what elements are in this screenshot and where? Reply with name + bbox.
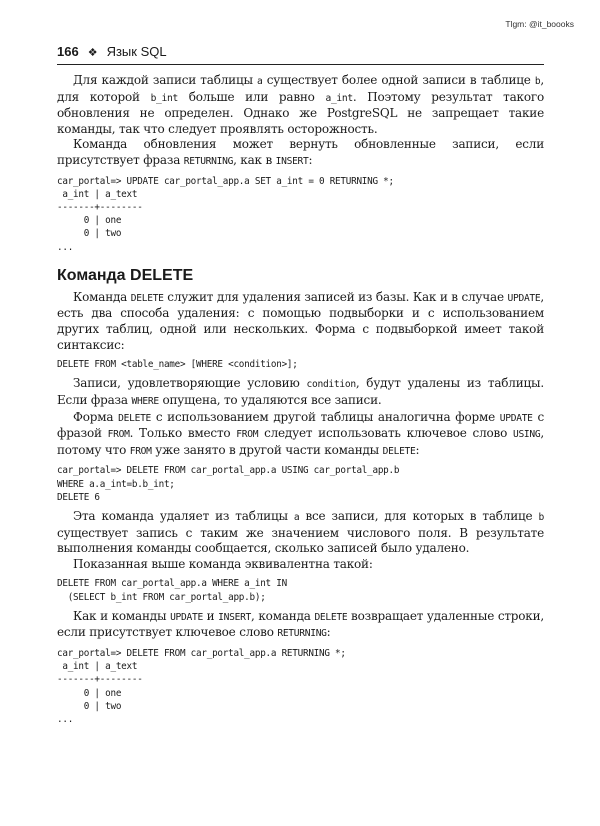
code-block: DELETE FROM car_portal_app.a WHERE a_int IN (SELECT b_int FROM car_portal_app.b);: [57, 578, 287, 603]
paragraph: Эта команда удаляет из таблицы a все записи, для которых в таблице b существует запись с таким же значением числового поля. В результате выполнения команды сообщается, сколько записей было удалено.: [57, 508, 544, 556]
watermark: Tlgm: @it_boooks: [505, 19, 574, 29]
paragraph: Как и команды UPDATE и INSERT, команда DELETE возвращает удаленные строки, если присутствует ключевое слово RETURNING:: [57, 608, 545, 640]
paragraph: Записи, удовлетворяющие условию condition, будут удалены из таблицы. Если фраза WHERE опущена, то удаляются все записи.: [57, 376, 544, 407]
ornament-icon: ❖: [87, 47, 98, 59]
paragraph: Показанная выше команда эквивалентна такой:: [73, 556, 373, 571]
page-header: [57, 44, 544, 65]
code-block: car_portal=> DELETE FROM car_portal_app.a USING car_portal_app.b WHERE a.a_int=b.b_int; DELETE 6: [57, 465, 400, 503]
paragraph: Команда DELETE служит для удаления записей из базы. Как и в случае UPDATE, есть два способа удаления: с помощью подвыборки и с использованием других таблиц, одной или нескольких. Форма с подвыборкой имеет такой синтаксис:: [57, 289, 544, 352]
paragraph: Для каждой записи таблицы a существует более одной записи в таблице b, для которой b_int больше или равно a_int. Поэтому результат такого обновления не определен. Однако же PostgreSQL не запрещает такие команды, так что следует проявлять осторожность.: [57, 73, 544, 136]
chapter-title: Язык SQL: [106, 44, 167, 59]
code-block: car_portal=> UPDATE car_portal_app.a SET a_int = 0 RETURNING *; a_int | a_text -------+-------- 0 | one 0 | two ...: [57, 175, 394, 253]
page-body: [57, 73, 544, 726]
paragraph: Форма DELETE с использованием другой таблицы аналогична форме UPDATE с фразой FROM. Только вместо FROM следует использовать ключевое слово USING, потому что FROM уже занято в другой части команды DELETE:: [57, 409, 544, 457]
page-number: 166: [57, 44, 79, 59]
code-block: car_portal=> DELETE FROM car_portal_app.a RETURNING *; a_int | a_text -------+-------- 0 | one 0 | two ...: [57, 647, 346, 725]
section-heading: Команда DELETE: [57, 266, 194, 284]
code-block: DELETE FROM <table_name> [WHERE <condition>];: [57, 359, 298, 371]
paragraph: Команда обновления может вернуть обновленные записи, если присутствует фраза RETURNING, как в INSERT:: [57, 137, 544, 167]
